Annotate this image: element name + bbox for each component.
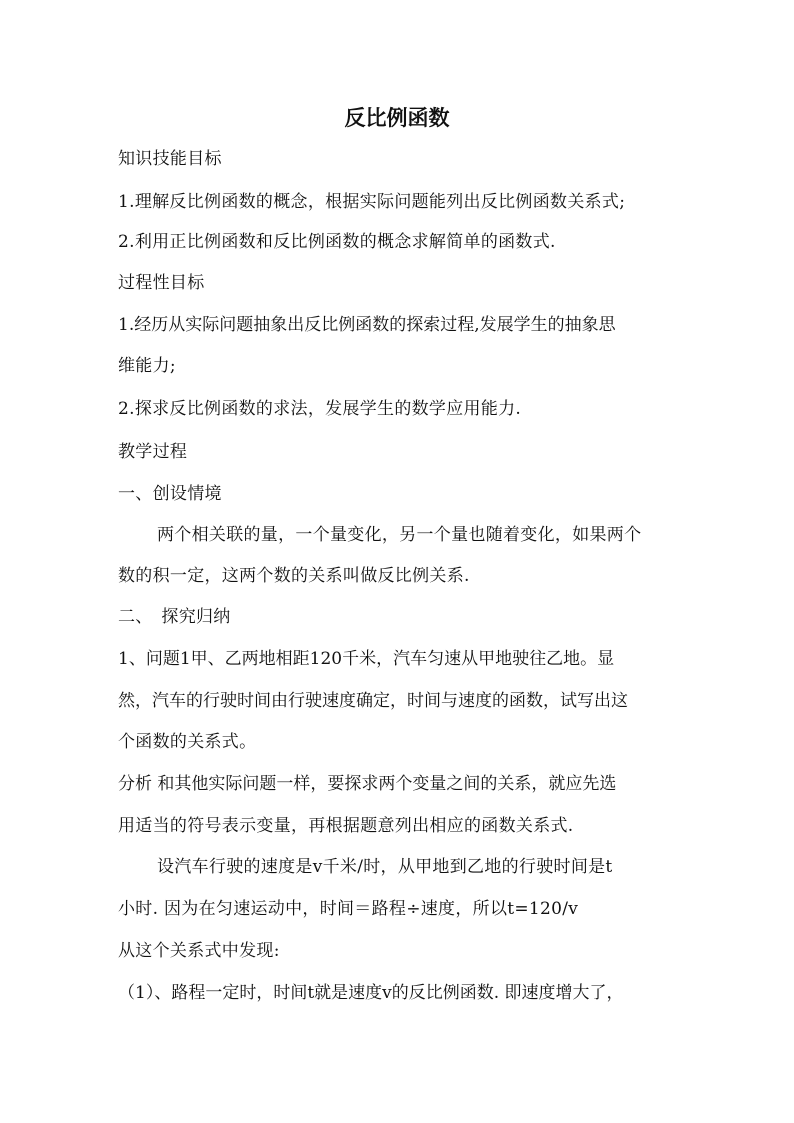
section-heading-create-situation: 一、创设情境: [118, 484, 222, 504]
paragraph-line: 2.探求反比例函数的求法，发展学生的数学应用能力.: [118, 399, 522, 419]
paragraph-line: 2.利用正比例函数和反比例函数的概念求解简单的函数式.: [118, 232, 556, 252]
paragraph-line: 维能力;: [118, 356, 176, 376]
paragraph-line: 1.理解反比例函数的概念，根据实际问题能列出反比例函数关系式;: [118, 192, 626, 212]
paragraph-line: 设汽车行驶的速度是v千米/时，从甲地到乙地的行驶时间是t: [157, 857, 613, 877]
section-heading-teaching-process: 教学过程: [118, 442, 188, 462]
paragraph-line: （1）、路程一定时，时间t就是速度v的反比例函数. 即速度增大了，: [118, 983, 624, 1003]
section-heading-process-goals: 过程性目标: [118, 273, 205, 293]
paragraph-line: 小时. 因为在匀速运动中，时间＝路程÷速度，所以t=120/v: [118, 899, 579, 919]
paragraph-line: 个函数的关系式。: [118, 732, 257, 752]
paragraph-line: 1、问题1甲、乙两地相距120千米，汽车匀速从甲地驶往乙地。显: [118, 649, 615, 669]
paragraph-line: 分析 和其他实际问题一样，要探求两个变量之间的关系，就应先选: [118, 774, 617, 794]
section-heading-knowledge-goals: 知识技能目标: [118, 149, 222, 169]
paragraph-line: 然，汽车的行驶时间由行驶速度确定，时间与速度的函数，试写出这: [118, 691, 628, 711]
paragraph-line: 数的积一定，这两个数的关系叫做反比例关系.: [118, 566, 470, 586]
document-title: 反比例函数: [344, 105, 450, 130]
section-heading-explore-summarize: 二、 探究归纳: [118, 607, 231, 627]
paragraph-line: 1.经历从实际问题抽象出反比例函数的探索过程,发展学生的抽象思: [118, 315, 616, 335]
paragraph-line: 从这个关系式中发现:: [118, 941, 280, 961]
paragraph-line: 两个相关联的量，一个量变化，另一个量也随着变化，如果两个: [157, 525, 642, 545]
paragraph-line: 用适当的符号表示变量，再根据题意列出相应的函数关系式.: [118, 816, 574, 836]
